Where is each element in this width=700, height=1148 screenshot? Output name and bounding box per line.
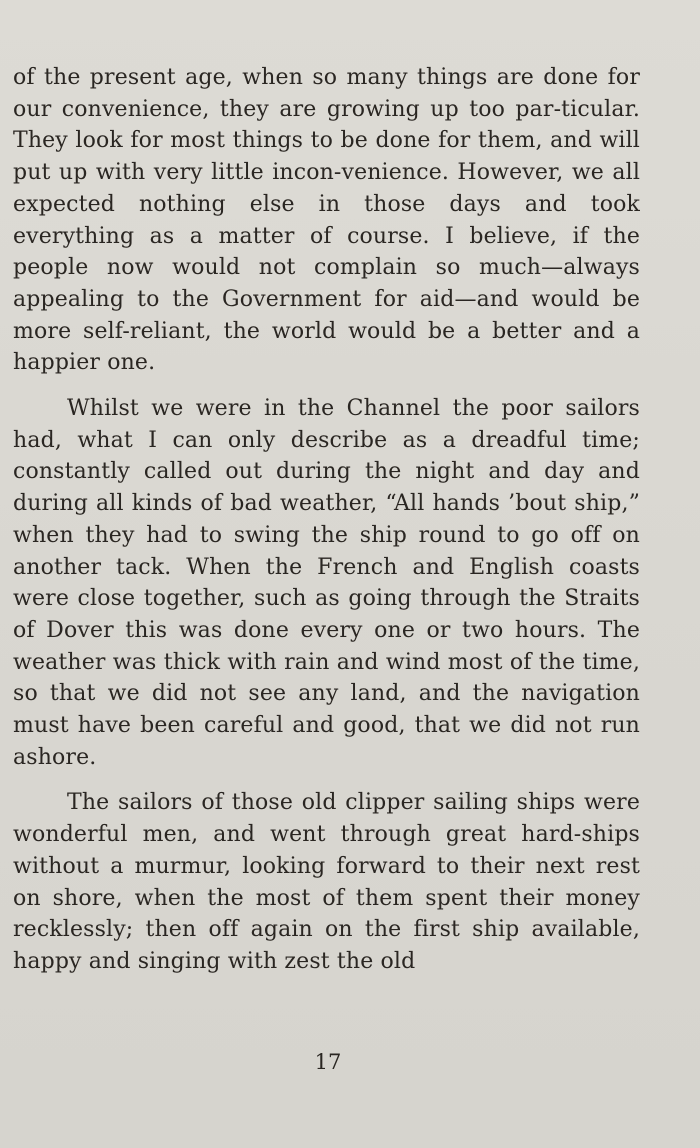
body-text: [13, 62, 640, 978]
paragraph-1: of the present age, when so many things are done for our convenience, they are growing up too par-ticular. They look for most things to be done for them, and will put up with very little incon-venience. However, we all expected nothing else in those days and took everything as a matter of course. I believe, if the people now would not complain so much—always appealing to the Government for aid—and would be more self-reliant, the world would be a better and a happier one.: [13, 65, 640, 376]
paragraph-3: The sailors of those old clipper sailing ships were wonderful men, and went through great hard-ships without a murmur, looking forward to their next rest on shore, when the most of them spent their money recklessly; then off again on the first ship available, happy and singing with zest the old: [13, 790, 640, 974]
page-number: 17: [314, 1050, 342, 1074]
paragraph-2: Whilst we were in the Channel the poor sailors had, what I can only describe as a dreadful time; constantly called out during the night and day and during all kinds of bad weather, “All hands ’bout ship,” when they had to swing the ship round to go off on another tack. When the French and English coasts were close together, such as going through the Straits of Dover this was done every one or two hours. The weather was thick with rain and wind most of the time, so that we did not see any land, and the navigation must have been careful and good, that we did not run ashore.: [13, 396, 640, 770]
